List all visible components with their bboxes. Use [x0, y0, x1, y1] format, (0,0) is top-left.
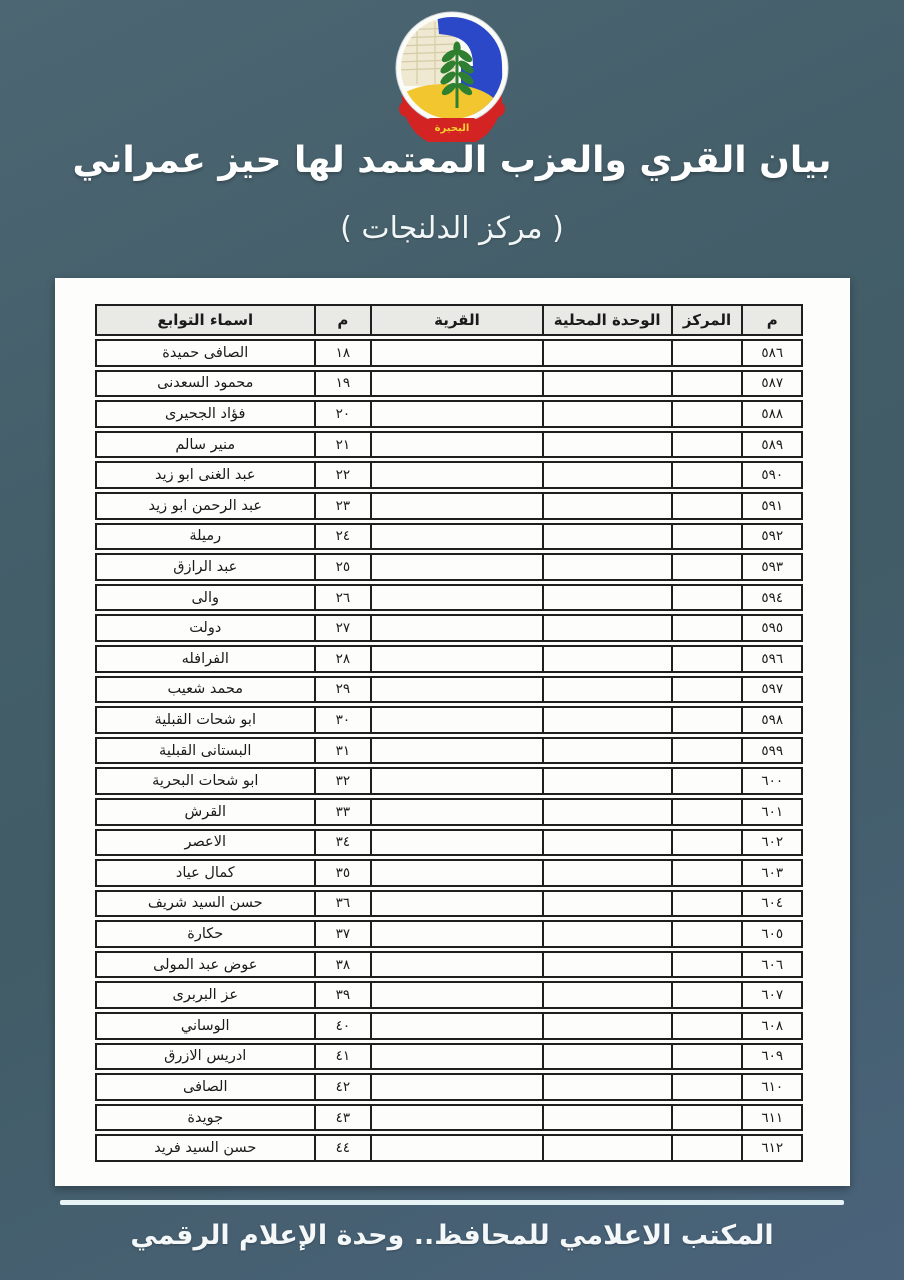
cell-seq: ٢٣ — [315, 492, 372, 520]
cell-unit — [543, 1073, 672, 1101]
cell-no: ٥٨٧ — [742, 370, 803, 398]
cell-village — [371, 400, 542, 428]
cell-unit — [543, 737, 672, 765]
cell-markaz — [672, 1012, 743, 1040]
column-header-seq: م — [315, 304, 372, 336]
cell-no: ٥٨٩ — [742, 431, 803, 459]
cell-seq: ٢١ — [315, 431, 372, 459]
cell-village — [371, 676, 542, 704]
table-row — [95, 431, 803, 459]
beheira-governorate-logo — [387, 6, 517, 142]
cell-no: ٦٠١ — [742, 798, 803, 826]
cell-seq: ٤٢ — [315, 1073, 372, 1101]
cell-village — [371, 798, 542, 826]
cell-no: ٥٩٩ — [742, 737, 803, 765]
cell-seq: ٢٥ — [315, 553, 372, 581]
cell-seq: ٣٢ — [315, 767, 372, 795]
table-body — [95, 339, 803, 1162]
cell-village — [371, 951, 542, 979]
cell-name: حسن السيد فريد — [95, 1134, 315, 1162]
footer-divider-line — [60, 1200, 844, 1205]
cell-village — [371, 645, 542, 673]
table-row — [95, 859, 803, 887]
cell-name: الصافى — [95, 1073, 315, 1101]
table-row — [95, 890, 803, 918]
cell-seq: ٣٥ — [315, 859, 372, 887]
cell-no: ٥٩٧ — [742, 676, 803, 704]
cell-markaz — [672, 859, 743, 887]
cell-markaz — [672, 767, 743, 795]
cell-markaz — [672, 400, 743, 428]
column-header-name: اسماء التوابع — [95, 304, 315, 336]
cell-unit — [543, 981, 672, 1009]
cell-name: ابو شحات البحرية — [95, 767, 315, 795]
column-header-unit: الوحدة المحلية — [543, 304, 672, 336]
cell-village — [371, 461, 542, 489]
cell-markaz — [672, 676, 743, 704]
document-sheet — [55, 278, 850, 1186]
cell-seq: ١٨ — [315, 339, 372, 367]
cell-markaz — [672, 461, 743, 489]
cell-no: ٦٠٥ — [742, 920, 803, 948]
cell-unit — [543, 1043, 672, 1071]
cell-seq: ٣٠ — [315, 706, 372, 734]
table-row — [95, 676, 803, 704]
cell-village — [371, 339, 542, 367]
cell-seq: ٤١ — [315, 1043, 372, 1071]
cell-unit — [543, 951, 672, 979]
cell-name: حسن السيد شريف — [95, 890, 315, 918]
cell-village — [371, 920, 542, 948]
cell-markaz — [672, 614, 743, 642]
cell-unit — [543, 1104, 672, 1132]
cell-seq: ٤٠ — [315, 1012, 372, 1040]
cell-village — [371, 370, 542, 398]
table-row — [95, 706, 803, 734]
cell-seq: ٢٧ — [315, 614, 372, 642]
cell-markaz — [672, 1104, 743, 1132]
table-row — [95, 523, 803, 551]
cell-name: عبد الرازق — [95, 553, 315, 581]
logo-label: البحيرة — [434, 123, 470, 134]
cell-name: الوساني — [95, 1012, 315, 1040]
cell-no: ٥٨٦ — [742, 339, 803, 367]
cell-markaz — [672, 1043, 743, 1071]
cell-no: ٦٠٣ — [742, 859, 803, 887]
table-row — [95, 829, 803, 857]
cell-markaz — [672, 1073, 743, 1101]
cell-markaz — [672, 584, 743, 612]
cell-name: دولت — [95, 614, 315, 642]
cell-name: جويدة — [95, 1104, 315, 1132]
cell-seq: ٢٢ — [315, 461, 372, 489]
table-row — [95, 1073, 803, 1101]
table-row — [95, 400, 803, 428]
cell-markaz — [672, 737, 743, 765]
cell-village — [371, 829, 542, 857]
column-header-markaz: المركز — [672, 304, 743, 336]
cell-markaz — [672, 798, 743, 826]
cell-markaz — [672, 890, 743, 918]
cell-name: فؤاد الجحيرى — [95, 400, 315, 428]
cell-seq: ٢٨ — [315, 645, 372, 673]
cell-village — [371, 431, 542, 459]
cell-unit — [543, 370, 672, 398]
table-row — [95, 492, 803, 520]
cell-name: منير سالم — [95, 431, 315, 459]
cell-village — [371, 492, 542, 520]
cell-no: ٦١١ — [742, 1104, 803, 1132]
cell-no: ٥٩٠ — [742, 461, 803, 489]
cell-markaz — [672, 920, 743, 948]
table-row — [95, 798, 803, 826]
cell-seq: ٣٣ — [315, 798, 372, 826]
cell-unit — [543, 339, 672, 367]
cell-unit — [543, 584, 672, 612]
cell-seq: ٣٤ — [315, 829, 372, 857]
cell-no: ٥٩٢ — [742, 523, 803, 551]
table-row — [95, 920, 803, 948]
cell-name: محمود السعدنى — [95, 370, 315, 398]
cell-unit — [543, 676, 672, 704]
cell-markaz — [672, 1134, 743, 1162]
table-row — [95, 370, 803, 398]
cell-markaz — [672, 431, 743, 459]
cell-no: ٦٠٨ — [742, 1012, 803, 1040]
cell-name: الفرافله — [95, 645, 315, 673]
cell-unit — [543, 461, 672, 489]
cell-name: عز البربرى — [95, 981, 315, 1009]
cell-unit — [543, 798, 672, 826]
table-row — [95, 461, 803, 489]
cell-unit — [543, 859, 672, 887]
page-title: بيان القري والعزب المعتمد لها حيز عمراني — [72, 140, 832, 181]
cell-seq: ٢٦ — [315, 584, 372, 612]
cell-village — [371, 614, 542, 642]
villages-table — [95, 301, 803, 1165]
cell-no: ٦٠٩ — [742, 1043, 803, 1071]
cell-unit — [543, 829, 672, 857]
cell-no: ٦١٠ — [742, 1073, 803, 1101]
cell-village — [371, 553, 542, 581]
table-row — [95, 645, 803, 673]
table-row — [95, 1012, 803, 1040]
table-row — [95, 584, 803, 612]
table-row — [95, 767, 803, 795]
table-row — [95, 951, 803, 979]
cell-village — [371, 1073, 542, 1101]
cell-seq: ٢٩ — [315, 676, 372, 704]
cell-seq: ٣٦ — [315, 890, 372, 918]
cell-seq: ٣٨ — [315, 951, 372, 979]
cell-name: رميلة — [95, 523, 315, 551]
cell-unit — [543, 706, 672, 734]
cell-markaz — [672, 339, 743, 367]
cell-markaz — [672, 645, 743, 673]
cell-unit — [543, 767, 672, 795]
cell-markaz — [672, 706, 743, 734]
cell-unit — [543, 920, 672, 948]
cell-seq: ٢٠ — [315, 400, 372, 428]
logo-banner — [427, 118, 477, 135]
cell-village — [371, 1134, 542, 1162]
cell-no: ٥٩٤ — [742, 584, 803, 612]
cell-village — [371, 584, 542, 612]
cell-village — [371, 1012, 542, 1040]
cell-no: ٥٩١ — [742, 492, 803, 520]
cell-village — [371, 767, 542, 795]
cell-no: ٥٩٣ — [742, 553, 803, 581]
cell-name: كمال عياد — [95, 859, 315, 887]
table-row — [95, 981, 803, 1009]
cell-markaz — [672, 951, 743, 979]
cell-seq: ٤٣ — [315, 1104, 372, 1132]
cell-seq: ٣٩ — [315, 981, 372, 1009]
cell-name: ادريس الازرق — [95, 1043, 315, 1071]
cell-markaz — [672, 981, 743, 1009]
cell-village — [371, 706, 542, 734]
cell-unit — [543, 492, 672, 520]
cell-no: ٦١٢ — [742, 1134, 803, 1162]
cell-name: عبد الغنى ابو زيد — [95, 461, 315, 489]
cell-unit — [543, 614, 672, 642]
cell-village — [371, 737, 542, 765]
column-header-no: م — [742, 304, 803, 336]
cell-seq: ١٩ — [315, 370, 372, 398]
cell-village — [371, 890, 542, 918]
cell-village — [371, 1043, 542, 1071]
cell-no: ٥٩٨ — [742, 706, 803, 734]
cell-name: الصافى حميدة — [95, 339, 315, 367]
cell-seq: ٣٧ — [315, 920, 372, 948]
cell-name: محمد شعيب — [95, 676, 315, 704]
cell-no: ٦٠٢ — [742, 829, 803, 857]
cell-name: والى — [95, 584, 315, 612]
cell-name: ابو شحات القبلية — [95, 706, 315, 734]
cell-no: ٦٠٦ — [742, 951, 803, 979]
cell-name: القرش — [95, 798, 315, 826]
cell-no: ٥٩٦ — [742, 645, 803, 673]
cell-village — [371, 1104, 542, 1132]
table-row — [95, 737, 803, 765]
cell-name: حكارة — [95, 920, 315, 948]
cell-unit — [543, 645, 672, 673]
header-row — [95, 304, 803, 336]
cell-no: ٥٨٨ — [742, 400, 803, 428]
table-row — [95, 339, 803, 367]
cell-markaz — [672, 829, 743, 857]
cell-unit — [543, 523, 672, 551]
cell-markaz — [672, 523, 743, 551]
cell-markaz — [672, 370, 743, 398]
cell-no: ٦٠٤ — [742, 890, 803, 918]
page-subtitle: ( مركز الدلنجات ) — [340, 211, 564, 246]
cell-markaz — [672, 492, 743, 520]
cell-unit — [543, 890, 672, 918]
cell-village — [371, 981, 542, 1009]
cell-unit — [543, 1012, 672, 1040]
table-row — [95, 553, 803, 581]
cell-village — [371, 859, 542, 887]
table-row — [95, 1043, 803, 1071]
cell-no: ٦٠٧ — [742, 981, 803, 1009]
cell-name: الاعصر — [95, 829, 315, 857]
cell-seq: ٤٤ — [315, 1134, 372, 1162]
cell-unit — [543, 553, 672, 581]
cell-no: ٥٩٥ — [742, 614, 803, 642]
cell-name: عبد الرحمن ابو زيد — [95, 492, 315, 520]
cell-unit — [543, 431, 672, 459]
cell-unit — [543, 400, 672, 428]
cell-name: البستانى القبلية — [95, 737, 315, 765]
cell-seq: ٣١ — [315, 737, 372, 765]
column-header-village: القرية — [371, 304, 542, 336]
cell-no: ٦٠٠ — [742, 767, 803, 795]
table-row — [95, 1104, 803, 1132]
table-row — [95, 614, 803, 642]
cell-village — [371, 523, 542, 551]
cell-seq: ٢٤ — [315, 523, 372, 551]
table-header-row — [95, 304, 803, 336]
footer-credit: المكتب الاعلامي للمحافظ.. وحدة الإعلام الرقمي — [130, 1220, 774, 1251]
table-row — [95, 1134, 803, 1162]
cell-markaz — [672, 553, 743, 581]
cell-unit — [543, 1134, 672, 1162]
cell-name: عوض عبد المولى — [95, 951, 315, 979]
